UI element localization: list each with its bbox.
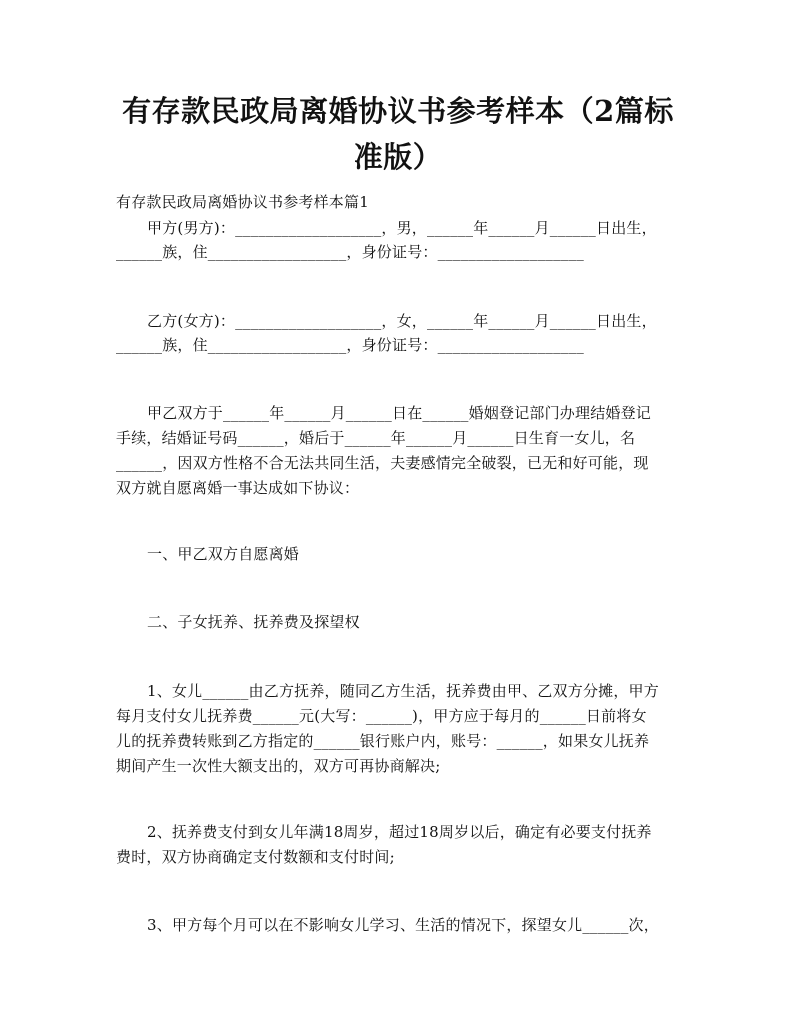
custody-line-3: 儿的抚养费转账到乙方指定的______银行账户内，账号：______，如果女儿抚养 xyxy=(116,732,650,750)
support-line-1: 2、抚养费支付到女儿年满18周岁，超过18周岁以后，确定有必要支付抚养 xyxy=(147,823,652,841)
custody-line-2: 每月支付女儿抚养费______元(大写：______)，甲方应于每月的______日前将女 xyxy=(116,707,647,725)
support-line-2: 费时，双方协商确定支付数额和支付时间; xyxy=(116,848,395,866)
title-line-2: 准版） xyxy=(353,140,443,174)
visitation-line-1: 3、甲方每个月可以在不影响女儿学习、生活的情况下，探望女儿______次， xyxy=(147,916,659,934)
custody-line-4: 期间产生一次性大额支出的，双方可再协商解决; xyxy=(116,757,441,775)
party-b-line-1: 乙方(女方)：___________________，女，______年______月______日出生， xyxy=(147,312,657,330)
clause-heading-1: 一、甲乙双方自愿离婚 xyxy=(147,545,300,563)
clause-heading-2: 二、子女抚养、抚养费及探望权 xyxy=(147,613,360,631)
title-line-1: 有存款民政局离婚协议书参考样本（2篇标 xyxy=(122,94,674,128)
marriage-line-3: ______，因双方性格不合无法共同生活，夫妻感情完全破裂，已无和好可能，现 xyxy=(116,454,649,472)
party-a-line-1: 甲方(男方)：___________________，男，______年______月______日出生， xyxy=(147,219,657,237)
section-heading: 有存款民政局离婚协议书参考样本篇1 xyxy=(116,193,369,211)
marriage-line-1: 甲乙双方于______年______月______日在______婚姻登记部门办理结婚登记 xyxy=(147,404,652,422)
marriage-line-2: 手续，结婚证号码______，婚后于______年______月______日生育一女儿，名 xyxy=(116,429,636,447)
party-a-line-2: ______族，住__________________，身份证号：___________________ xyxy=(116,243,584,261)
party-b-line-2: ______族，住__________________，身份证号：___________________ xyxy=(116,336,584,354)
marriage-line-4: 双方就自愿离婚一事达成如下协议： xyxy=(116,479,360,497)
custody-line-1: 1、女儿______由乙方抚养，随同乙方生活，抚养费由甲、乙双方分摊，甲方 xyxy=(147,682,659,700)
document-title xyxy=(100,88,696,180)
